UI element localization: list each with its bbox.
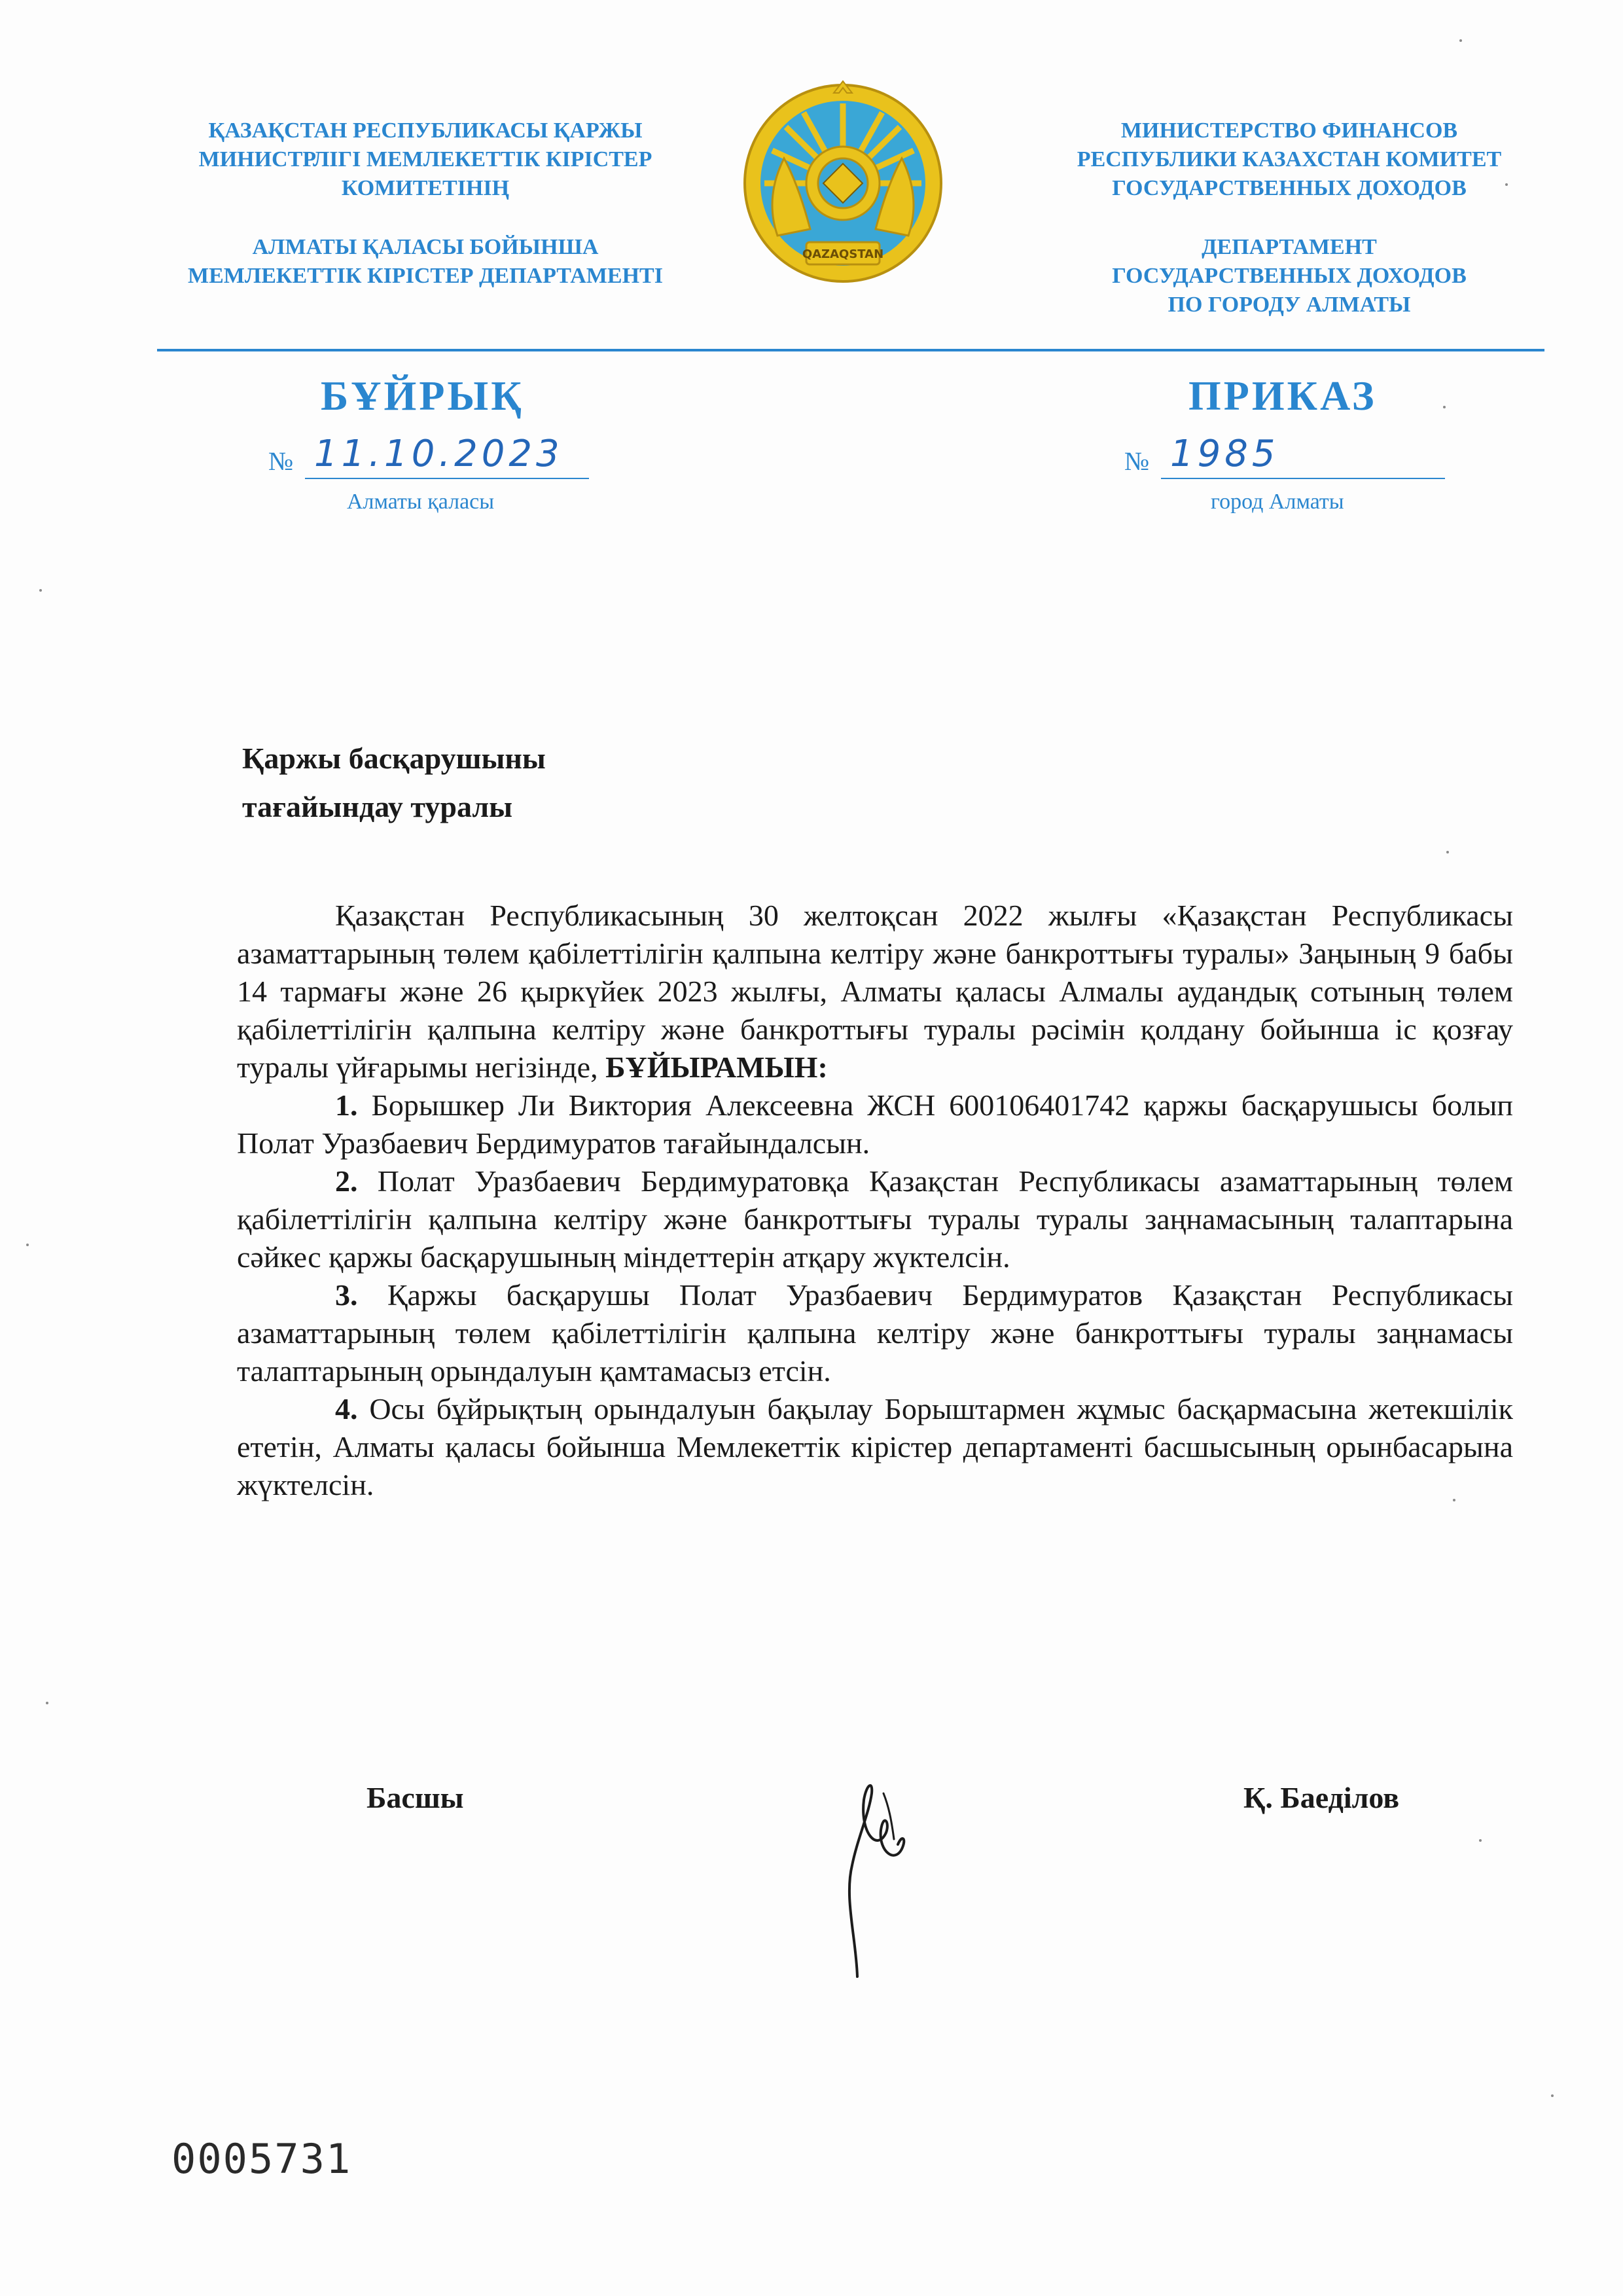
header-left-org-line: МИНИСТРЛІГІ МЕМЛЕКЕТТІК КІРІСТЕР [198, 147, 652, 171]
scan-speck [26, 1244, 29, 1246]
place-russian: город Алматы [1211, 490, 1344, 514]
handwritten-order-date: 11.10.2023 [314, 433, 563, 475]
header-right-org-line: ГОСУДАРСТВЕННЫХ ДОХОДОВ [1112, 176, 1467, 200]
intro-paragraph [237, 897, 1513, 1086]
item-number: 4. [335, 1392, 358, 1426]
item-text: Борышкер Ли Виктория Алексеевна ЖСН 600106401742 қаржы басқарушысы болып Полат Уразбаевич Бердимуратов тағайындалсын. [237, 1088, 1514, 1160]
order-number-line [1124, 433, 1445, 479]
scan-speck [1505, 183, 1508, 186]
order-item [237, 1086, 1513, 1162]
scan-speck [1479, 1839, 1482, 1842]
scan-speck [1459, 39, 1462, 42]
serial-number: 0005731 [171, 2135, 352, 2183]
signatory-name: Қ. Баеділов [1243, 1781, 1400, 1814]
place-kazakh: Алматы қаласы [347, 490, 495, 514]
item-number: 1. [335, 1088, 358, 1122]
scan-speck [46, 1702, 48, 1704]
order-subject [242, 734, 546, 831]
signatory-position: Басшы [366, 1781, 464, 1814]
number-sign: № [1124, 446, 1150, 476]
header-right-dept-line: ДЕПАРТАМЕНТ [1202, 235, 1377, 259]
header-left-dept-line: МЕМЛЕКЕТТІК КІРІСТЕР ДЕПАРТАМЕНТІ [188, 264, 663, 288]
item-number: 3. [335, 1278, 358, 1312]
doc-type-kazakh: БҰЙРЫҚ [321, 372, 524, 419]
handwritten-signature [818, 1767, 949, 1983]
item-text: Қаржы басқарушы Полат Уразбаевич Бердимуратов Қазақстан Республикасы азаматтарының төлем қабілеттілігін қалпына келтіру және банкроттығы туралы заңнамасы талаптарының орындалуын қамтамасыз етсін. [237, 1278, 1514, 1388]
intro-text: Қазақстан Республикасының 30 желтоқсан 2022 жылғы «Қазақстан Республикасы азаматтарының төлем қабілеттілігін қалпына келтіру және банкроттығы туралы» Заңының 9 бабы 14 тармағы және 26 қыркүйек 2023 жылғы, Алматы қаласы Алмалы аудандық сотының төлем қабілеттілігін қалпына келтіру және банкроттығы туралы рәсімін қолдану бойынша іс қозғау туралы үйғарымы негізінде, [237, 899, 1513, 1084]
header-left-org-line: КОМИТЕТІНІҢ [341, 176, 510, 200]
order-item [237, 1162, 1513, 1276]
order-item [237, 1276, 1513, 1390]
handwritten-order-number: 1985 [1170, 433, 1279, 475]
scan-speck [1551, 2094, 1554, 2097]
item-text: Полат Уразбаевич Бердимуратовқа Қазақстан Республикасы азаматтарының төлем қабілеттілігін қалпына келтіру және банкроттығы туралы туралы заңнамасының талаптарына сәйкес қаржы басқарушының міндеттерін атқару жүктелсін. [237, 1164, 1514, 1274]
order-word: БҰЙЫРАМЫН: [605, 1050, 828, 1084]
header-right-dept-line: ПО ГОРОДУ АЛМАТЫ [1168, 293, 1411, 317]
emblem-label: QAZAQSTAN [802, 247, 884, 261]
order-item [237, 1390, 1513, 1504]
number-sign: № [268, 446, 294, 476]
doc-type-russian: ПРИКАЗ [1188, 372, 1377, 419]
number-underline [1161, 478, 1445, 479]
scan-speck [39, 589, 42, 592]
subject-line: тағайындау туралы [242, 790, 513, 823]
header-right-org-line: МИНИСТЕРСТВО ФИНАНСОВ [1120, 118, 1458, 143]
scan-speck [1453, 1499, 1455, 1501]
item-number: 2. [335, 1164, 358, 1198]
number-underline [305, 478, 589, 479]
item-text: Осы бұйрықтың орындалуын бақылау Борыштармен жұмыс басқармасына жетекшілік ететін, Алматы қаласы бойынша Мемлекеттік кірістер департаменті басшысының орынбасарына жүктелсін. [237, 1392, 1513, 1501]
header-left-dept-line: АЛМАТЫ ҚАЛАСЫ БОЙЫНША [252, 235, 599, 259]
scan-speck [1443, 406, 1446, 408]
scan-speck [1446, 851, 1449, 853]
header-right-dept-line: ГОСУДАРСТВЕННЫХ ДОХОДОВ [1112, 264, 1467, 288]
header-left-kazakh [157, 117, 694, 291]
order-body [237, 897, 1513, 1504]
header-left-org-line: ҚАЗАҚСТАН РЕСПУБЛИКАСЫ ҚАРЖЫ [208, 118, 643, 143]
header-right-russian [1021, 117, 1558, 319]
subject-line: Қаржы басқарушыны [242, 742, 546, 775]
header-right-org-line: РЕСПУБЛИКИ КАЗАХСТАН КОМИТЕТ [1077, 147, 1502, 171]
header-divider [157, 349, 1544, 351]
state-emblem-icon [738, 80, 948, 291]
order-date-line [268, 433, 589, 479]
